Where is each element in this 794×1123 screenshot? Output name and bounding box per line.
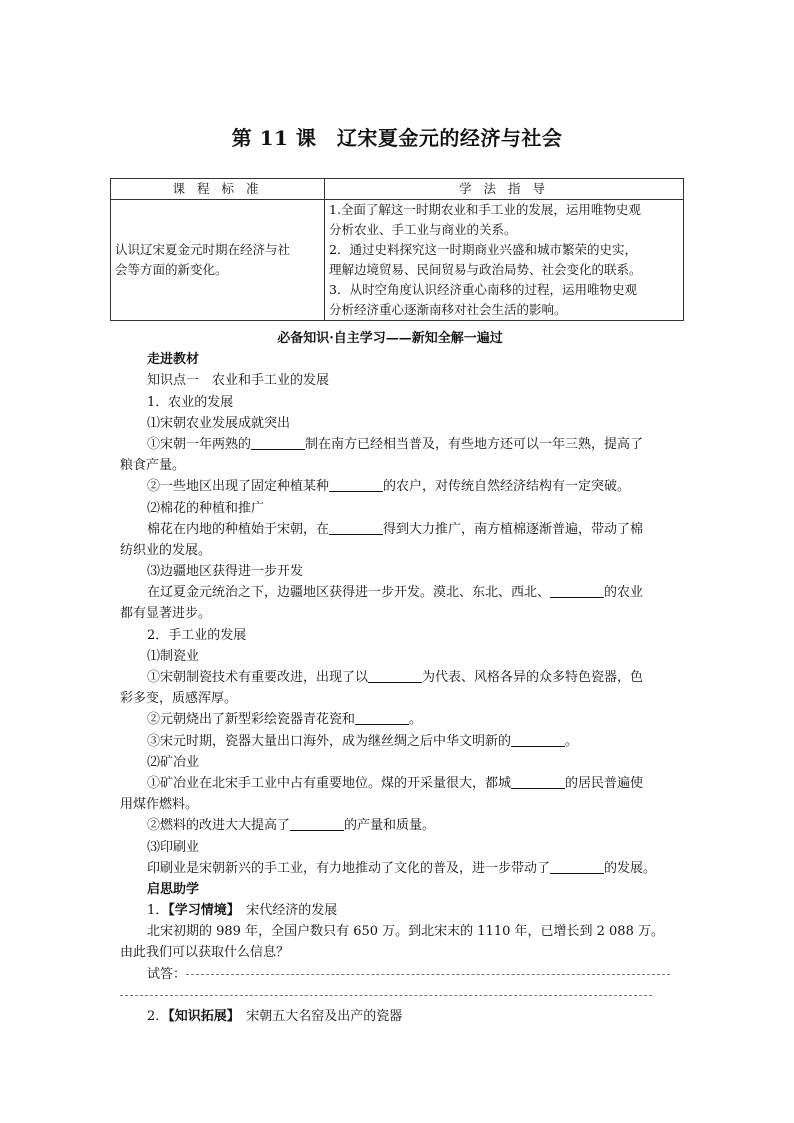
text-segment: ①宋朝一年两熟的 bbox=[147, 436, 252, 452]
paragraph-line bbox=[120, 709, 680, 730]
text-segment: 制在南方已经相当普及，有些地方还可以一年三熟，提高了 bbox=[305, 436, 644, 452]
text-segment: 的产量和质量。 bbox=[344, 818, 436, 834]
paragraph-line: 用煤作燃料。 bbox=[120, 797, 199, 813]
paragraph-line: 由此我们可以获取什么信息？ bbox=[120, 945, 290, 961]
text-segment: 。 bbox=[409, 712, 423, 728]
page-title: 第 11 课 辽宋夏金元的经济与社会 bbox=[231, 126, 563, 150]
answer-field[interactable] bbox=[186, 974, 670, 975]
exercise-heading bbox=[120, 1006, 680, 1027]
item-heading: ⑶印刷业 bbox=[147, 839, 200, 855]
header-standard: 课 程 标 准 bbox=[111, 179, 325, 200]
text-segment: 在辽夏金元统治之下，边疆地区获得进一步开发。漠北、东北、西北、 bbox=[147, 585, 551, 601]
answer-line bbox=[120, 985, 680, 1006]
text-segment: ①矿冶业在北宋手工业中占有重要地位。煤的开采量很大，都城 bbox=[147, 775, 512, 791]
text-segment: ①宋朝制瓷技术有重要改进，出现了以 bbox=[147, 670, 369, 685]
guidance-line: 分析农业、手工业与商业的关系。 bbox=[329, 222, 517, 237]
item-heading: ⑴制瓷业 bbox=[147, 648, 200, 664]
item-heading: ⑶边疆地区获得进一步开发 bbox=[147, 564, 304, 580]
answer-field[interactable] bbox=[120, 995, 652, 996]
subsection-heading: 启思助学 bbox=[147, 881, 200, 897]
curriculum-table bbox=[110, 178, 684, 321]
text-segment: 。 bbox=[565, 733, 579, 749]
fill-blank[interactable] bbox=[550, 859, 604, 874]
paragraph-line bbox=[120, 519, 680, 540]
text-segment: 棉花在内地的种植始于宋朝，在 bbox=[147, 521, 330, 537]
text-segment: 为代表、风格各异的众多特色瓷器，色 bbox=[422, 670, 644, 685]
fill-blank[interactable] bbox=[329, 520, 383, 535]
paragraph-line bbox=[120, 434, 680, 455]
paragraph-line bbox=[120, 815, 680, 836]
paragraph-line bbox=[120, 731, 680, 752]
paragraph-line bbox=[120, 476, 680, 497]
text-segment: 宋朝五大名窑及出产的瓷器 bbox=[233, 1009, 403, 1024]
guidance-line: 理解边境贸易、民间贸易与政治局势、社会变化的联系。 bbox=[329, 262, 642, 277]
paragraph-line: 粮食产量。 bbox=[120, 458, 186, 474]
fill-blank[interactable] bbox=[290, 816, 344, 831]
fill-blank[interactable] bbox=[511, 774, 565, 789]
text-segment: 2． bbox=[147, 1009, 169, 1024]
text-segment: ②燃料的改进大大提高了 bbox=[147, 818, 291, 834]
paragraph-line: 彩多变，质感浑厚。 bbox=[120, 691, 238, 707]
exercise-tag: 【学习情境】 bbox=[168, 903, 234, 919]
fill-blank[interactable] bbox=[368, 668, 422, 683]
text-segment: ②元朝烧出了新型彩绘瓷器青花瓷和 bbox=[147, 712, 356, 728]
fill-blank[interactable] bbox=[550, 583, 604, 598]
item-heading: ⑵棉花的种植和推广 bbox=[147, 500, 265, 516]
text-segment: 1． bbox=[147, 903, 169, 919]
paragraph-line bbox=[120, 667, 680, 688]
paragraph-line: 纺织业的发展。 bbox=[120, 542, 212, 558]
text-segment: 的农业 bbox=[604, 585, 644, 601]
paragraph-line bbox=[120, 582, 680, 603]
text-segment: ②一些地区出现了固定种植某种 bbox=[147, 479, 330, 495]
topic-heading: 2．手工业的发展 bbox=[147, 627, 247, 643]
fill-blank[interactable] bbox=[511, 732, 565, 747]
answer-label: 试答： bbox=[147, 966, 187, 982]
fill-blank[interactable] bbox=[355, 710, 409, 725]
guidance-line: 2．通过史料探究这一时期商业兴盛和城市繁荣的史实， bbox=[329, 242, 637, 257]
subsection-heading: 走进教材 bbox=[147, 352, 200, 368]
text-segment: 得到大力推广，南方植棉逐渐普遍，带动了棉 bbox=[383, 521, 644, 537]
text-segment: ③宋元时期，瓷器大量出口海外，成为继丝绸之后中华文明新的 bbox=[147, 733, 512, 749]
header-guidance: 学 法 指 导 bbox=[325, 179, 684, 200]
text-segment: 的发展。 bbox=[604, 860, 657, 876]
content-body bbox=[120, 328, 680, 1027]
guidance-cell bbox=[325, 200, 684, 321]
item-heading: ⑵矿冶业 bbox=[147, 754, 200, 770]
paragraph-line: 都有显著进步。 bbox=[120, 606, 212, 622]
text-segment: 印刷业是宋朝新兴的手工业，有力地推动了文化的普及，进一步带动了 bbox=[147, 860, 551, 876]
fill-blank[interactable] bbox=[251, 435, 305, 450]
section-heading: 必备知识·自主学习——新知全解一遍过 bbox=[277, 331, 503, 346]
exercise-tag: 【知识拓展】 bbox=[168, 1009, 234, 1024]
knowledge-point-heading: 知识点一 农业和手工业的发展 bbox=[147, 373, 330, 389]
table-row bbox=[111, 200, 684, 321]
table-header-row bbox=[111, 179, 684, 200]
topic-heading: 1．农业的发展 bbox=[147, 394, 234, 410]
fill-blank[interactable] bbox=[329, 477, 383, 492]
guidance-line: 1.全面了解这一时期农业和手工业的发展，运用唯物史观 bbox=[329, 202, 641, 217]
exercise-heading bbox=[120, 900, 680, 921]
paragraph-line bbox=[120, 773, 680, 794]
guidance-line: 3．从时空角度认识经济重心南移的过程，运用唯物史观 bbox=[329, 282, 637, 297]
guidance-line: 分析经济重心逐渐南移对社会生活的影响。 bbox=[329, 302, 567, 317]
paragraph-line: 北宋初期的 989 年，全国户数只有 650 万。到北宋末的 1110 年，已增长到 2 088 万。 bbox=[147, 924, 664, 940]
item-heading: ⑴宋朝农业发展成就突出 bbox=[147, 415, 291, 431]
standard-line: 认识辽宋夏金元时期在经济与社 bbox=[115, 242, 291, 257]
standard-line: 会等方面的新变化。 bbox=[115, 262, 228, 277]
standard-cell bbox=[111, 200, 325, 321]
text-segment: 的农户，对传统自然经济结构有一定突破。 bbox=[383, 479, 631, 495]
answer-line bbox=[120, 964, 680, 985]
text-segment: 的居民普遍使 bbox=[565, 775, 644, 791]
text-segment: 宋代经济的发展 bbox=[233, 903, 338, 919]
paragraph-line bbox=[120, 858, 680, 879]
